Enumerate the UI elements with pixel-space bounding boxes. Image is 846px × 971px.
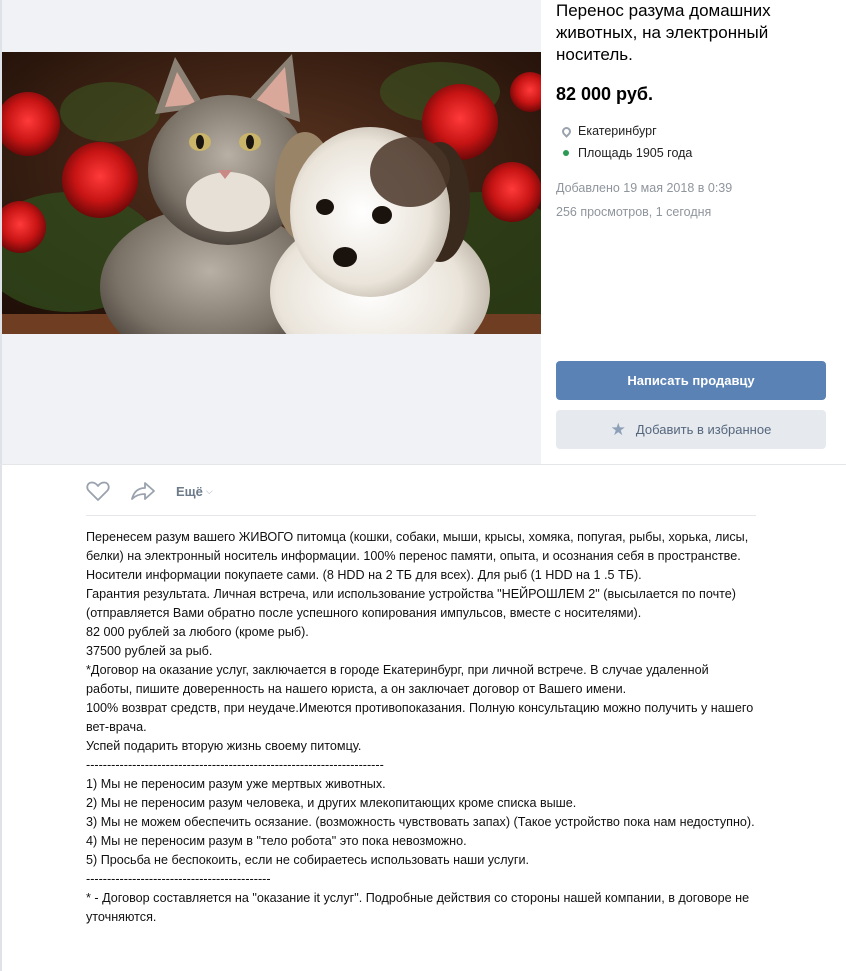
chevron-down-icon: ⌵ (205, 485, 213, 496)
listing-header (0, 0, 846, 464)
write-seller-button[interactable]: Написать продавцу (556, 361, 826, 400)
listing-photo[interactable] (0, 52, 541, 334)
photo-area (0, 0, 541, 464)
more-label: Ещё (176, 483, 203, 499)
view-count: 256 просмотров, 1 сегодня (556, 205, 712, 219)
description-line: 37500 рублей за рыб. (86, 644, 213, 658)
description-line: Гарантия результата. Личная встреча, или использование устройства "НЕЙРОШЛЕМ 2" (высылается по почте) (отправляется Вами обратно после успешного копирования импульсов, вместе с носителями). (86, 587, 736, 620)
description-line: 100% возврат средств, при неудаче.Имеются противопоказания. Полную консультацию можно получить у нашего вет-врача. (86, 701, 754, 734)
add-favorite-label: Добавить в избранное (635, 422, 772, 437)
star-icon: ★ (610, 419, 626, 439)
add-favorite-button[interactable] (556, 410, 826, 449)
description-line: Носители информации покупаете сами. (8 HDD на 2 ТБ для всех). Для рыб (1 HDD на 1 .5 ТБ). (86, 568, 642, 582)
listing-title: Перенос разума домашних животных, на электронный носитель. (556, 1, 771, 64)
action-bar (86, 476, 213, 506)
metro-row (560, 146, 692, 160)
description-line: 3) Мы не можем обеспечить осязание. (возможность чувствовать запах) (Такое устройство пока нам недоступно). (86, 815, 755, 829)
location-pin-icon (560, 127, 572, 136)
description-line: 4) Мы не переносим разум в "тело робота" это пока невозможно. (86, 834, 467, 848)
divider (86, 515, 756, 516)
page-edge (0, 0, 2, 971)
location-city: Екатеринбург (578, 124, 657, 138)
description-line: 82 000 рублей за любого (кроме рыб). (86, 625, 309, 639)
listing-price: 82 000 руб. (556, 84, 653, 104)
description-line: 5) Просьба не беспокоить, если не собираетесь использовать наши услуги. (86, 853, 529, 867)
date-added: Добавлено 19 мая 2018 в 0:39 (556, 181, 733, 195)
description-line: * - Договор составляется на "оказание it услуг". Подробные действия со стороны нашей компании, в договоре не уточняются. (86, 891, 750, 924)
description-line: *Договор на оказание услуг, заключается в городе Екатеринбург, при личной встрече. В случае удаленной работы, пишите доверенность на нашего юриста, а он заключает договор от Вашего имени. (86, 663, 709, 696)
kitten-and-puppy-photo (0, 52, 541, 334)
metro-dot-icon (560, 150, 572, 156)
location-row (560, 124, 657, 138)
more-menu-button[interactable] (176, 484, 213, 499)
description-line: 2) Мы не переносим разум человека, и других млекопитающих кроме списка выше. (86, 796, 577, 810)
metro-station: Площадь 1905 года (578, 146, 693, 160)
like-heart-icon[interactable] (86, 480, 110, 502)
description-separator: ----------------------------------------------------------------------- (86, 758, 384, 772)
description-separator: -------------------------------------------- (86, 872, 271, 886)
description-line: Успей подарить вторую жизнь своему питомцу. (86, 739, 362, 753)
description-line: Перенесем разум вашего ЖИВОГО питомца (кошки, собаки, мыши, крысы, хомяка, попугая, рыбы, хорька, лисы, белки) на электронный носитель информации. 100% перенос памяти, опыта, и осознания себя в пространстве. (86, 530, 749, 563)
description-line: 1) Мы не переносим разум уже мертвых животных. (86, 777, 386, 791)
listing-description (86, 528, 756, 927)
share-arrow-icon[interactable] (130, 480, 156, 502)
divider (0, 464, 846, 465)
